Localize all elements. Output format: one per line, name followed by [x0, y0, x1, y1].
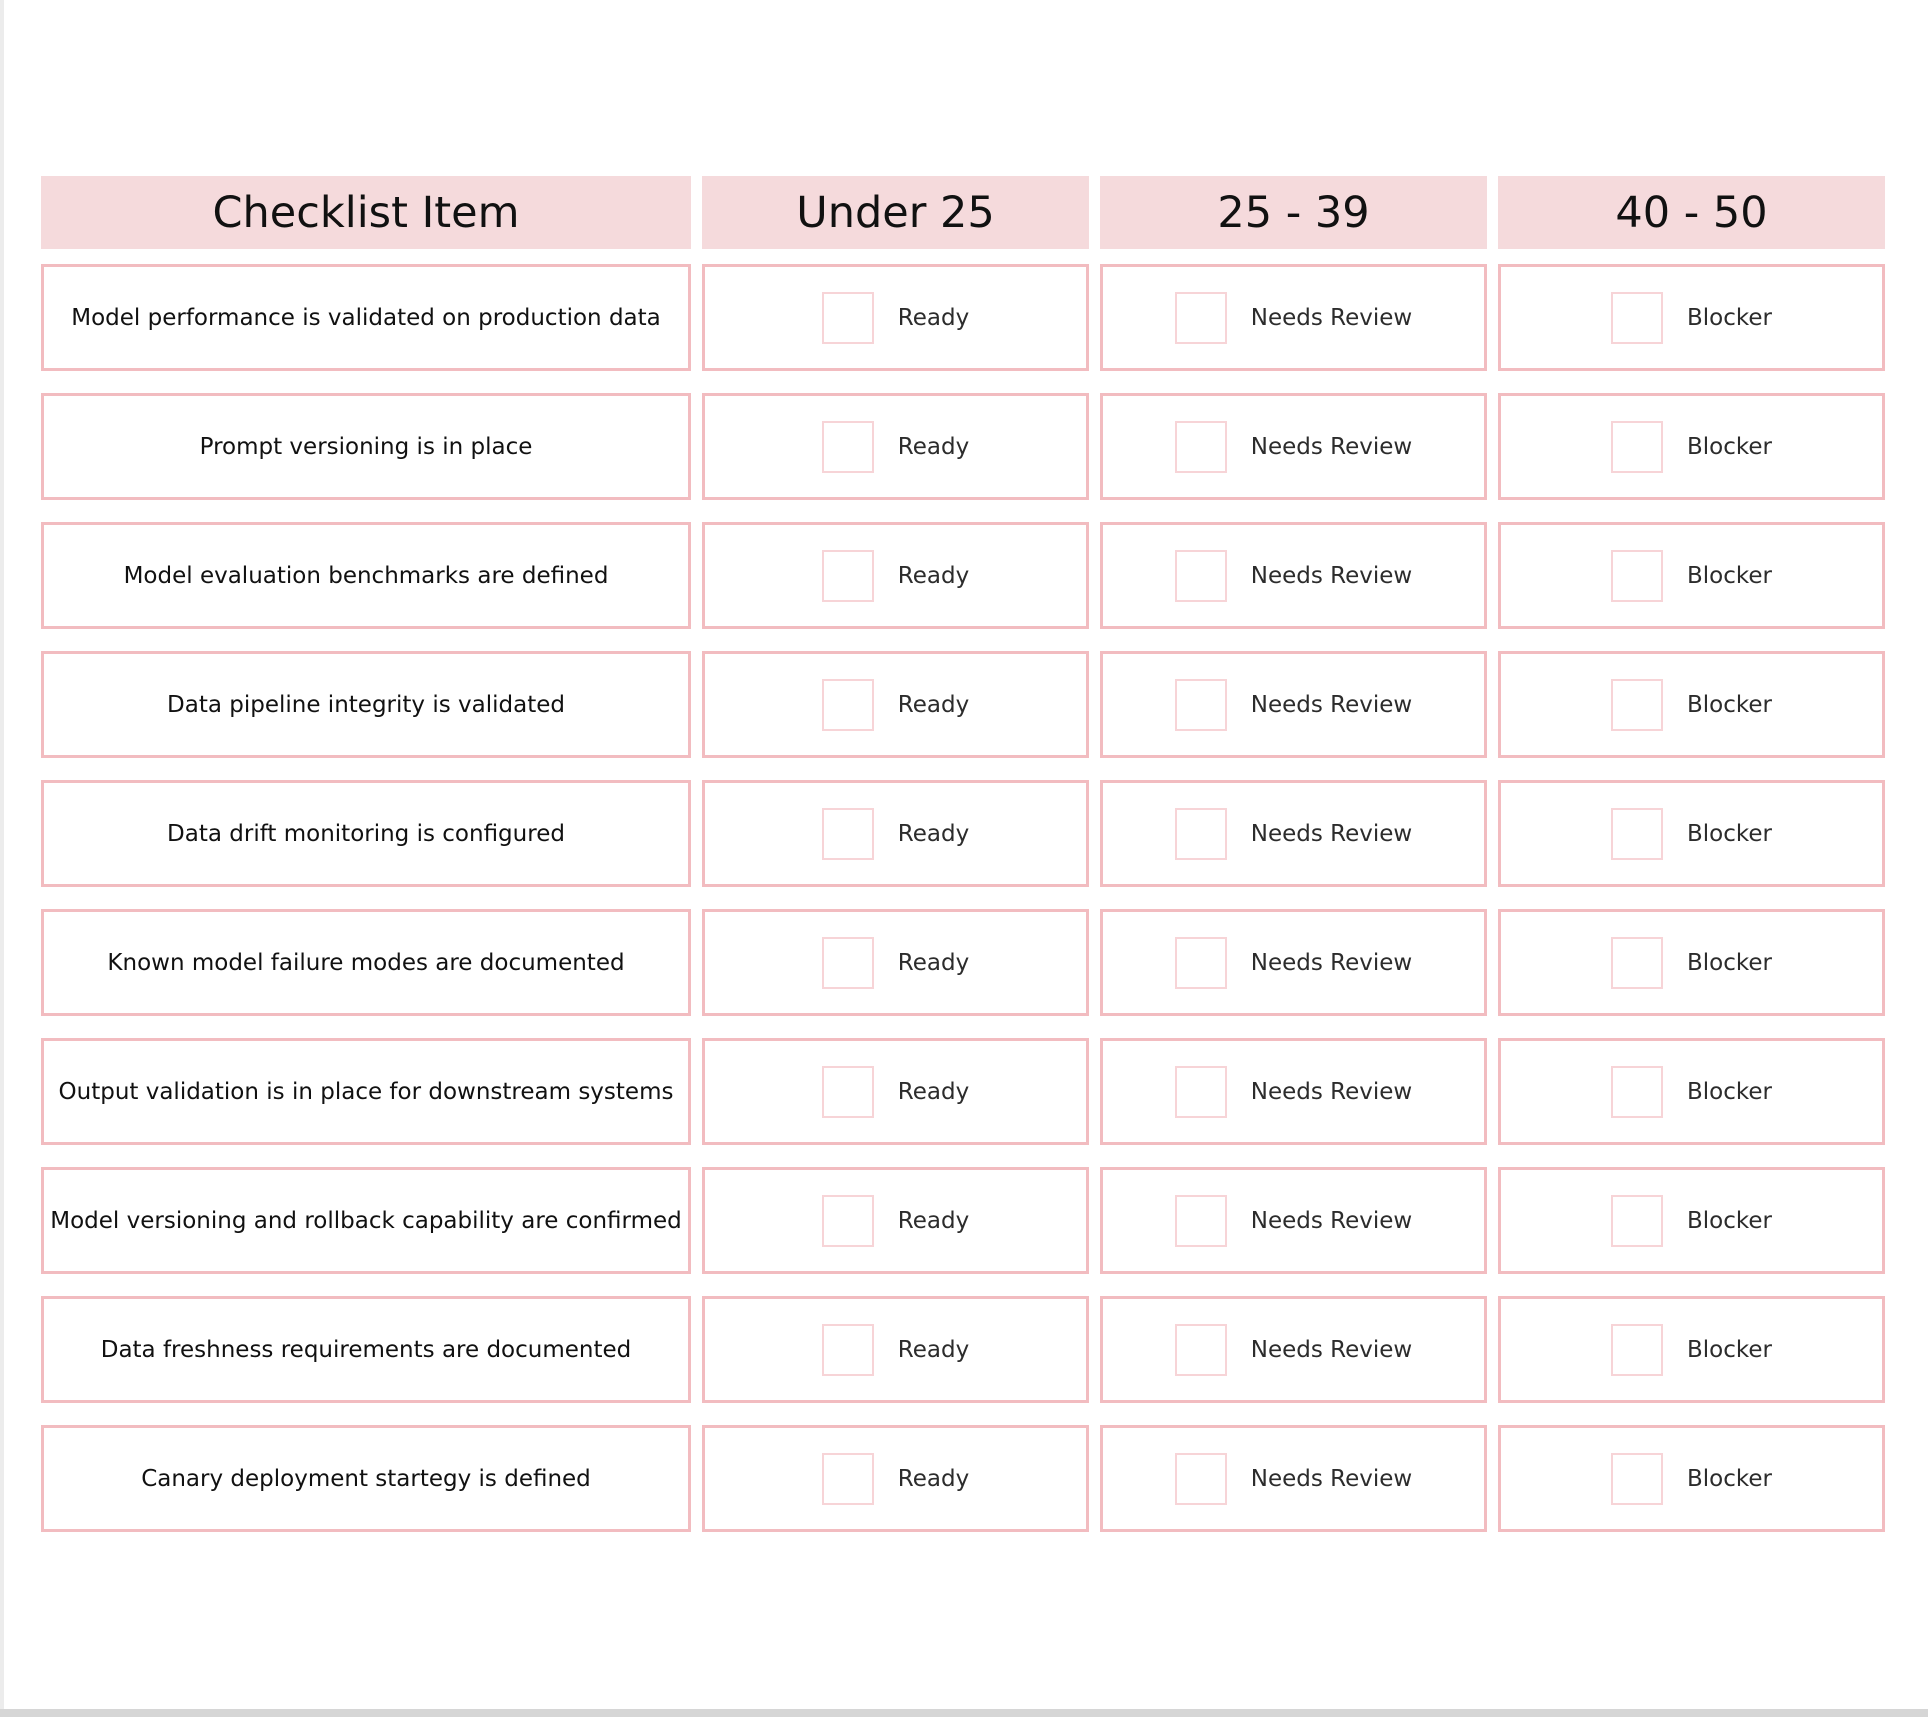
option-ready-cell — [702, 909, 1089, 1016]
option-needs-review-checkbox[interactable] — [1175, 1453, 1227, 1505]
option-ready-label: Ready — [897, 1465, 970, 1492]
option-needs-review-label: Needs Review — [1250, 1207, 1413, 1234]
option-blocker-label: Blocker — [1687, 304, 1772, 331]
option-needs-review-cell — [1100, 1167, 1487, 1274]
option-blocker-checkbox[interactable] — [1611, 937, 1663, 989]
checklist-item-label: Model versioning and rollback capability are confirmed — [50, 1207, 682, 1234]
option-ready-cell — [702, 264, 1089, 371]
option-needs-review-label: Needs Review — [1250, 1465, 1413, 1492]
option-needs-review[interactable] — [1175, 937, 1412, 989]
option-ready-cell — [702, 1425, 1089, 1532]
option-blocker-checkbox[interactable] — [1611, 550, 1663, 602]
option-ready[interactable] — [822, 421, 969, 473]
option-ready-checkbox[interactable] — [822, 1066, 874, 1118]
option-ready-checkbox[interactable] — [822, 292, 874, 344]
option-needs-review-cell — [1100, 651, 1487, 758]
option-needs-review-cell — [1100, 909, 1487, 1016]
checklist-item-cell — [41, 264, 691, 371]
option-needs-review[interactable] — [1175, 1453, 1412, 1505]
option-ready-label: Ready — [897, 949, 970, 976]
option-blocker-label: Blocker — [1687, 820, 1772, 847]
option-blocker[interactable] — [1611, 1453, 1772, 1505]
option-ready[interactable] — [822, 1453, 969, 1505]
option-ready-label: Ready — [897, 1336, 970, 1363]
option-needs-review-checkbox[interactable] — [1175, 1195, 1227, 1247]
option-blocker-checkbox[interactable] — [1611, 1453, 1663, 1505]
option-needs-review-checkbox[interactable] — [1175, 1324, 1227, 1376]
header-under-25: Under 25 — [702, 176, 1089, 249]
option-needs-review[interactable] — [1175, 679, 1412, 731]
option-needs-review-cell — [1100, 522, 1487, 629]
checklist-item-cell — [41, 1038, 691, 1145]
option-blocker[interactable] — [1611, 1195, 1772, 1247]
option-needs-review[interactable] — [1175, 1066, 1412, 1118]
option-blocker[interactable] — [1611, 550, 1772, 602]
option-needs-review-label: Needs Review — [1250, 433, 1413, 460]
option-needs-review-label: Needs Review — [1250, 949, 1413, 976]
option-needs-review[interactable] — [1175, 292, 1412, 344]
option-ready-checkbox[interactable] — [822, 1453, 874, 1505]
option-blocker[interactable] — [1611, 1066, 1772, 1118]
option-ready[interactable] — [822, 1195, 969, 1247]
checklist-item-cell — [41, 1167, 691, 1274]
option-ready-checkbox[interactable] — [822, 550, 874, 602]
option-needs-review-checkbox[interactable] — [1175, 550, 1227, 602]
option-ready[interactable] — [822, 1066, 969, 1118]
option-needs-review-cell — [1100, 1425, 1487, 1532]
option-blocker-checkbox[interactable] — [1611, 679, 1663, 731]
option-needs-review-checkbox[interactable] — [1175, 292, 1227, 344]
option-ready[interactable] — [822, 1324, 969, 1376]
option-needs-review-checkbox[interactable] — [1175, 937, 1227, 989]
checklist-item-cell — [41, 1425, 691, 1532]
option-needs-review-cell — [1100, 264, 1487, 371]
option-blocker-cell — [1498, 1296, 1885, 1403]
option-ready[interactable] — [822, 808, 969, 860]
checklist-item-cell — [41, 1296, 691, 1403]
option-blocker-checkbox[interactable] — [1611, 808, 1663, 860]
option-ready[interactable] — [822, 292, 969, 344]
option-blocker[interactable] — [1611, 937, 1772, 989]
option-blocker-cell — [1498, 780, 1885, 887]
option-blocker-label: Blocker — [1687, 1465, 1772, 1492]
option-needs-review[interactable] — [1175, 421, 1412, 473]
option-blocker-cell — [1498, 393, 1885, 500]
option-ready-label: Ready — [897, 820, 970, 847]
option-blocker[interactable] — [1611, 679, 1772, 731]
option-blocker-label: Blocker — [1687, 1078, 1772, 1105]
option-ready-checkbox[interactable] — [822, 679, 874, 731]
option-ready-checkbox[interactable] — [822, 1324, 874, 1376]
checklist-item-label: Data drift monitoring is configured — [167, 820, 565, 847]
option-ready-cell — [702, 1167, 1089, 1274]
option-blocker-cell — [1498, 909, 1885, 1016]
option-blocker[interactable] — [1611, 1324, 1772, 1376]
option-blocker-cell — [1498, 522, 1885, 629]
checklist-item-label: Canary deployment startegy is defined — [141, 1465, 591, 1492]
option-blocker-label: Blocker — [1687, 1336, 1772, 1363]
checklist-table — [41, 176, 1885, 1532]
option-ready-label: Ready — [897, 691, 970, 718]
checklist-item-label: Data freshness requirements are documented — [100, 1336, 632, 1363]
option-ready[interactable] — [822, 550, 969, 602]
option-needs-review[interactable] — [1175, 550, 1412, 602]
option-blocker-checkbox[interactable] — [1611, 1324, 1663, 1376]
option-ready-cell — [702, 780, 1089, 887]
option-blocker-cell — [1498, 1167, 1885, 1274]
option-needs-review[interactable] — [1175, 1195, 1412, 1247]
option-blocker-cell — [1498, 651, 1885, 758]
option-blocker-cell — [1498, 264, 1885, 371]
option-needs-review[interactable] — [1175, 808, 1412, 860]
option-blocker-checkbox[interactable] — [1611, 1066, 1663, 1118]
option-needs-review-cell — [1100, 1038, 1487, 1145]
option-needs-review-cell — [1100, 780, 1487, 887]
page-edge — [0, 0, 4, 1717]
option-blocker[interactable] — [1611, 808, 1772, 860]
checklist-item-label: Model performance is validated on production data — [71, 304, 661, 331]
header-25-39: 25 - 39 — [1100, 176, 1487, 249]
checklist-item-cell — [41, 651, 691, 758]
option-needs-review-label: Needs Review — [1250, 1078, 1413, 1105]
checklist-item-label: Prompt versioning is in place — [199, 433, 533, 460]
option-needs-review-label: Needs Review — [1250, 562, 1413, 589]
header-40-50: 40 - 50 — [1498, 176, 1885, 249]
option-needs-review-checkbox[interactable] — [1175, 421, 1227, 473]
option-ready-checkbox[interactable] — [822, 808, 874, 860]
option-blocker-checkbox[interactable] — [1611, 1195, 1663, 1247]
option-blocker-label: Blocker — [1687, 1207, 1772, 1234]
option-needs-review-label: Needs Review — [1250, 820, 1413, 847]
option-blocker-cell — [1498, 1425, 1885, 1532]
option-blocker-label: Blocker — [1687, 691, 1772, 718]
option-ready-cell — [702, 1038, 1089, 1145]
checklist-item-label: Known model failure modes are documented — [107, 949, 625, 976]
option-needs-review-checkbox[interactable] — [1175, 679, 1227, 731]
option-ready-cell — [702, 522, 1089, 629]
checklist-item-cell — [41, 909, 691, 1016]
option-ready-label: Ready — [897, 1207, 970, 1234]
option-needs-review-cell — [1100, 1296, 1487, 1403]
option-needs-review-label: Needs Review — [1250, 691, 1413, 718]
option-ready-label: Ready — [897, 1078, 970, 1105]
option-needs-review-checkbox[interactable] — [1175, 808, 1227, 860]
option-blocker-checkbox[interactable] — [1611, 421, 1663, 473]
option-needs-review[interactable] — [1175, 1324, 1412, 1376]
checklist-item-label: Output validation is in place for downstream systems — [58, 1078, 674, 1105]
checklist-item-label: Model evaluation benchmarks are defined — [123, 562, 609, 589]
option-blocker[interactable] — [1611, 292, 1772, 344]
option-blocker[interactable] — [1611, 421, 1772, 473]
header-checklist-item: Checklist Item — [41, 176, 691, 249]
option-blocker-cell — [1498, 1038, 1885, 1145]
option-ready-checkbox[interactable] — [822, 937, 874, 989]
checklist-item-label: Data pipeline integrity is validated — [167, 691, 565, 718]
option-ready-label: Ready — [897, 433, 970, 460]
checklist-item-cell — [41, 522, 691, 629]
option-ready-label: Ready — [897, 304, 970, 331]
option-ready[interactable] — [822, 937, 969, 989]
option-ready-label: Ready — [897, 562, 970, 589]
option-ready-checkbox[interactable] — [822, 1195, 874, 1247]
option-ready-cell — [702, 651, 1089, 758]
option-blocker-checkbox[interactable] — [1611, 292, 1663, 344]
checklist-item-cell — [41, 393, 691, 500]
option-needs-review-label: Needs Review — [1250, 304, 1413, 331]
option-ready-cell — [702, 393, 1089, 500]
option-ready[interactable] — [822, 679, 969, 731]
option-ready-checkbox[interactable] — [822, 421, 874, 473]
option-needs-review-label: Needs Review — [1250, 1336, 1413, 1363]
option-needs-review-cell — [1100, 393, 1487, 500]
option-blocker-label: Blocker — [1687, 433, 1772, 460]
option-ready-cell — [702, 1296, 1089, 1403]
checklist-item-cell — [41, 780, 691, 887]
page-shadow — [0, 1709, 1928, 1717]
option-blocker-label: Blocker — [1687, 562, 1772, 589]
option-blocker-label: Blocker — [1687, 949, 1772, 976]
option-needs-review-checkbox[interactable] — [1175, 1066, 1227, 1118]
